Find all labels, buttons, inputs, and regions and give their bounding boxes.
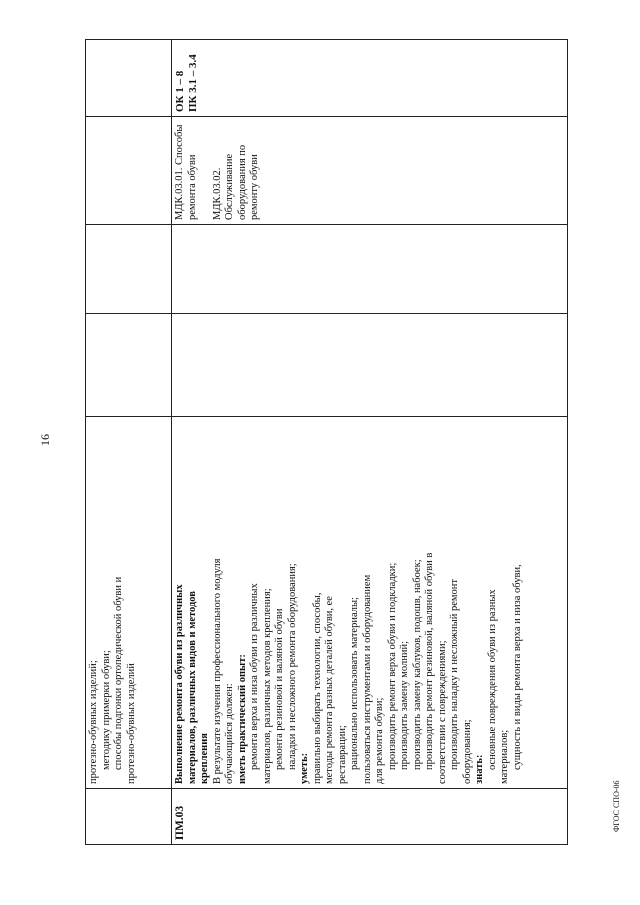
text-line: В результате изучения профессионального модуля [211,558,223,784]
text-line: материалов; [499,729,510,784]
text-line: наладки и несложного ремонта оборудования; [286,563,298,770]
text-line: материалов, различных методов крепления; [261,588,273,784]
text-line: методы ремонта разных деталей обуви, ее [324,596,335,784]
competency-table [85,39,568,845]
rotated-table-wrapper [85,40,568,845]
text-line: производить ремонт верха обуви и подкладки; [386,562,398,770]
text-line: ремонта резиновой и валяной обуви [274,608,285,770]
empty-cell [172,225,568,314]
text-line: для ремонта обуви; [374,697,385,784]
text-line: производить наладку и несложный ремонт [449,579,460,770]
text-line: уметь: [299,752,310,784]
text-line: ремонта обуви [186,154,198,220]
module-code-cell: ПМ.03 [172,789,568,845]
mdk-cell [172,117,568,225]
text-line: материалов, различных видов и методов [186,591,198,784]
description-cell-prev [86,417,172,789]
table-row [172,40,568,845]
code-cell-empty [86,789,172,845]
description-cell [172,417,568,789]
text-line: реставрации; [336,725,348,784]
text-line: Выполнение ремонта обуви из различных [174,584,185,784]
competency-code: ОК 1 – 8 [174,70,186,112]
text-line: пользоваться инструментами и оборудованием [361,574,373,784]
text-line: способы подгонки ортопедической обуви и [113,576,124,770]
text-line: иметь практический опыт: [236,654,248,784]
competency-code: ПК 3.1 – 3.4 [186,54,199,112]
competencies-cell [172,40,568,117]
text-line: сущность и виды ремонта верха и низа обуви, [511,564,523,770]
empty-cell [86,225,172,314]
text-line: правильно выбирать технологии, способы, [311,592,323,784]
text-line: производить ремонт резиновой, валяной обуви в [424,552,435,770]
text-line: соответствии с повреждениями; [436,640,448,784]
text-line [199,121,212,220]
text-line: протезно-обувных изделий; [88,660,99,784]
footer-code: ФГОС СПО-06 [612,780,621,832]
text-line: протезно-обувных изделий [125,663,137,784]
text-line: ремонта верха и низа обуви из различных [249,583,260,770]
empty-cell [86,117,172,225]
text-line: крепления [199,733,210,784]
table-row [86,40,172,845]
text-line: ремонту обуви [249,154,260,220]
text-line: рационально использовать материалы; [349,597,360,770]
text-line: МДК.03.02. [211,167,223,220]
empty-cell [86,314,172,417]
text-line: производить замену каблуков, подошв, набоек; [411,559,423,770]
text-line: Обслуживание [224,153,235,220]
text-line: знать: [474,754,485,784]
text-line: основные повреждения обуви из разных [486,589,498,770]
text-line: производить замену молний; [399,640,410,770]
page-number: 16 [38,434,52,446]
text-line: оборудования; [461,719,473,784]
empty-cell [172,314,568,417]
text-line: методику примерки обуви; [100,650,112,770]
text-line: оборудования по [236,144,248,220]
text-line: МДК.03.01. Способы [174,124,185,220]
empty-cell [86,40,172,117]
text-line: обучающийся должен: [224,683,235,784]
